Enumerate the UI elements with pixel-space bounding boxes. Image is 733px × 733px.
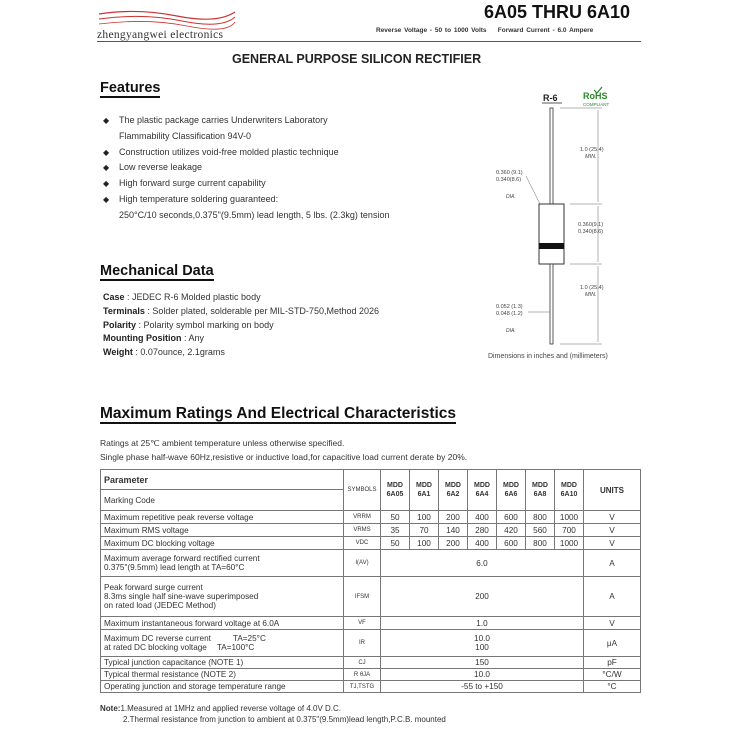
svg-text:1.0 (25.4): 1.0 (25.4) (580, 285, 604, 291)
mech-row-case: Case : JEDEC R-6 Molded plastic body (103, 292, 261, 302)
table-row: Peak forward surge current 8.3ms single half sine-wave superimposed on rated load (JEDEC Method) IFSM 200 A (101, 577, 641, 617)
mechanical-data (103, 291, 379, 360)
svg-text:0.048 (1.2): 0.048 (1.2) (496, 311, 523, 317)
body (539, 204, 564, 264)
svg-text:1.0 (25.4): 1.0 (25.4) (580, 147, 604, 153)
dimensions-caption: Dimensions in inches and (millimeters) (488, 353, 608, 360)
table-row: Maximum RMS voltage VRMS 35 70 140 280 420 560 700 V (101, 524, 641, 537)
svg-text:MIN.: MIN. (585, 154, 597, 160)
ratings-heading: Maximum Ratings And Electrical Characteristics (100, 405, 457, 422)
table-row: Typical thermal resistance (NOTE 2) R θJA 10.0 °C/W (101, 669, 641, 681)
reverse-voltage-label: Reverse Voltage (376, 27, 428, 34)
package-label: R-6 (543, 93, 558, 103)
feature-item: ◆ The plastic package carries Underwriters Laboratory (103, 113, 389, 129)
ratings-table (100, 469, 641, 693)
forward-current-label: Forward Current (497, 27, 550, 34)
mech-row-terminals: Terminals : Solder plated, solderable per MIL-STD-750,Method 2026 (103, 305, 379, 316)
svg-text:0.340(8.6): 0.340(8.6) (496, 177, 522, 183)
svg-text:COMPLIANT: COMPLIANT (583, 102, 610, 107)
model-header: MDD 6A6 (497, 470, 526, 511)
ratings-note-1: Ratings at 25℃ ambient temperature unless otherwise specified. (100, 438, 345, 448)
mechanical-heading: Mechanical Data (100, 263, 214, 279)
model-header: MDD 6A10 (555, 470, 584, 511)
note-2: 2.Thermal resistance from junction to ambient at 0.375"(9.5mm)lead length,P.C.B. mounted (123, 715, 446, 724)
forward-current-value: - 6.0 Ampere (549, 27, 594, 34)
feature-item: Flammability Classification 94V-0 (119, 130, 252, 141)
table-row: Maximum average forward rectified current 0.375"(9.5mm) lead length at TA=60°C I(AV) 6.0 A (101, 550, 641, 577)
feature-item: ◆ High forward surge current capability (103, 176, 389, 192)
table-row: Maximum repetitive peak reverse voltage VRRM 50 100 200 400 600 800 1000 V (101, 511, 641, 524)
package-outline-diagram (490, 86, 640, 356)
symbols-header: SYMBOLS (344, 470, 381, 511)
header-rule (97, 41, 641, 42)
feature-item: ◆ High temperature soldering guaranteed: (103, 192, 389, 208)
model-header: MDD 6A4 (468, 470, 497, 511)
feature-item: ◆ Low reverse leakage (103, 160, 389, 176)
units-header: UNITS (584, 470, 641, 511)
svg-text:MIN.: MIN. (585, 292, 597, 298)
table-row: Operating junction and storage temperature range TJ,TSTG -55 to +150 °C (101, 681, 641, 693)
ratings-notes (100, 436, 467, 464)
notes (100, 703, 446, 725)
mech-row-polarity: Polarity : Polarity symbol marking on body (103, 319, 274, 330)
mech-row-mounting: Mounting Position : Any (103, 333, 204, 344)
bottom-lead (550, 264, 553, 344)
svg-text:0.360(9.1): 0.360(9.1) (578, 222, 604, 228)
reverse-voltage-value: - 50 to 1000 Volts (427, 27, 487, 34)
parameter-header: Parameter (101, 470, 344, 490)
ratings-note-2: Single phase half-wave 60Hz,resistive or inductive load,for capacitive load current derate by 20%. (100, 452, 468, 462)
features-list (103, 113, 389, 224)
cathode-band (539, 243, 564, 249)
note-1: Note:1.Measured at 1MHz and applied reverse voltage of 4.0V D.C. (100, 704, 342, 713)
table-row: Maximum instantaneous forward voltage at 6.0A VF 1.0 V (101, 617, 641, 630)
table-row: Typical junction capacitance (NOTE 1) CJ 150 pF (101, 657, 641, 669)
model-header: MDD 6A8 (526, 470, 555, 511)
model-header: MDD 6A05 (381, 470, 410, 511)
marking-code-label: Marking Code (101, 490, 344, 511)
svg-text:DIA.: DIA. (506, 328, 516, 334)
svg-text:0.052 (1.3): 0.052 (1.3) (496, 304, 523, 310)
model-header: MDD 6A1 (410, 470, 439, 511)
header-spec-line (376, 27, 593, 34)
mech-row-weight: Weight : 0.07ounce, 2.1grams (103, 347, 225, 358)
part-range-title: 6A05 THRU 6A10 (484, 2, 631, 22)
features-heading: Features (100, 80, 161, 96)
model-header: MDD 6A2 (439, 470, 468, 511)
svg-text:RoHS: RoHS (583, 91, 608, 101)
table-row: Maximum DC blocking voltage VDC 50 100 200 400 600 800 1000 V (101, 537, 641, 550)
feature-item: 250°C/10 seconds,0.375"(9.5mm) lead length, 5 lbs. (2.3kg) tension (119, 209, 390, 220)
svg-text:0.360 (9.1): 0.360 (9.1) (496, 170, 523, 176)
feature-item: ◆ Construction utilizes void-free molded plastic technique (103, 145, 389, 161)
top-lead (550, 108, 553, 204)
rohs-icon (583, 87, 610, 107)
table-row: Maximum DC reverse current TA=25°C at rated DC blocking voltage TA=100°C IR 10.0 100 μA (101, 630, 641, 657)
svg-text:DIA.: DIA. (506, 194, 516, 200)
document-title: GENERAL PURPOSE SILICON RECTIFIER (232, 52, 482, 66)
svg-text:0.340(8.6): 0.340(8.6) (578, 229, 604, 235)
brand-name: zhengyangwei electronics (97, 29, 224, 41)
